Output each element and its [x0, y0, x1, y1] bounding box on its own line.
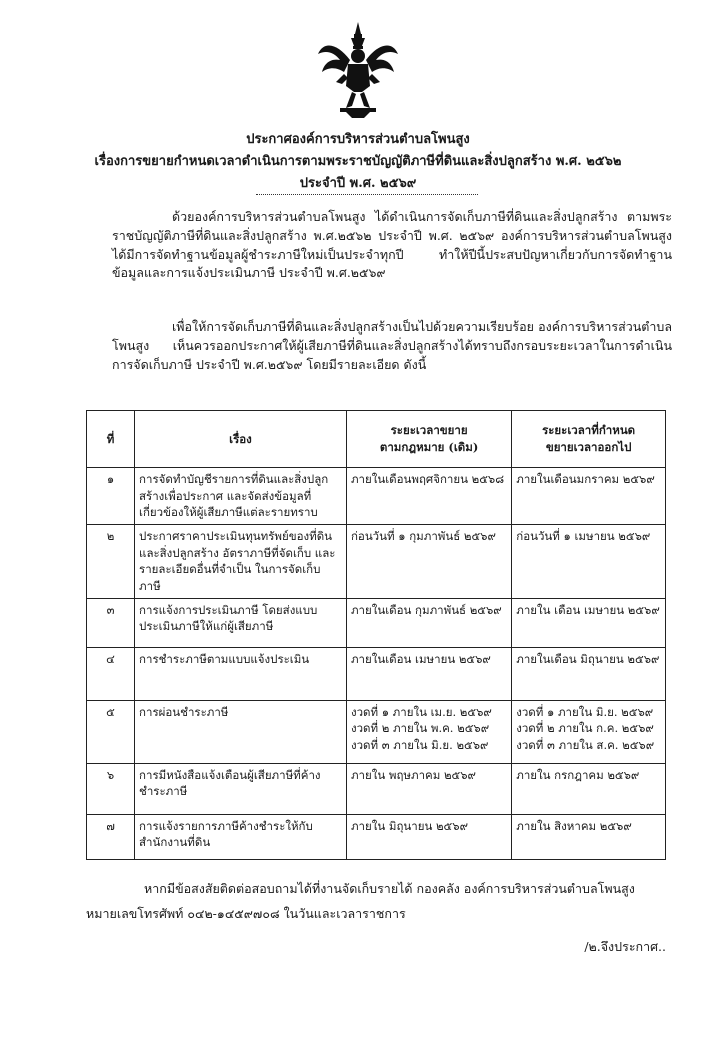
row-new-period: ภายใน เดือน เมษายน ๒๕๖๙ — [512, 598, 666, 647]
row-subject: การจัดทำบัญชีรายการที่ดินและสิ่งปลูกสร้างเพื่อประกาศ และจัดส่งข้อมูลที่เกี่ยวข้องให้ผู้เสียภาษีแต่ละรายทราบ — [135, 468, 347, 525]
table-row — [87, 700, 666, 763]
table-header-row — [87, 411, 666, 468]
row-number: ๑ — [87, 468, 135, 525]
row-old-period: ภายใน พฤษภาคม ๒๕๖๙ — [346, 763, 511, 814]
header-subject: เรื่อง — [135, 411, 347, 468]
table-row — [87, 468, 666, 525]
garuda-emblem-icon — [316, 20, 400, 120]
announcement-year: ประจำปี พ.ศ. ๒๕๖๙ — [299, 176, 417, 191]
row-subject: การแจ้งการประเมินภาษี โดยส่งแบบประเมินภาษีให้แก่ผู้เสียภาษี — [135, 598, 347, 647]
installment-2-new: งวดที่ ๒ ภายใน ก.ค. ๒๕๖๙ — [516, 721, 654, 736]
table-row — [87, 525, 666, 599]
header-new-period: ระยะเวลาที่กำหนด ขยายเวลาออกไป — [512, 411, 666, 468]
table-row — [87, 647, 666, 700]
row-number: ๗ — [87, 814, 135, 859]
row-new-period — [512, 700, 666, 763]
header-old-period: ระยะเวลาขยาย ตามกฎหมาย (เดิม) — [346, 411, 511, 468]
row-new-period: ก่อนวันที่ ๑ เมษายน ๒๕๖๙ — [512, 525, 666, 599]
row-new-period: ภายใน กรกฎาคม ๒๕๖๙ — [512, 763, 666, 814]
paragraph-intro: ด้วยองค์การบริหารส่วนตำบลโพนสูง ได้ดำเนินการจัดเก็บภาษีที่ดินและสิ่งปลูกสร้าง ตามพระราชบัญญัติภาษีที่ดินและสิ่งปลูกสร้าง พ.ศ.๒๕๖๒ ประจำปี พ.ศ. ๒๕๖๙ องค์การบริหารส่วนตำบลโพนสูง ได้มีการจัดทำฐานข้อมูลผู้ชำระภาษีใหม่เป็นประจำทุกปี ทำให้ปีนี้ประสบปัญหาเกี่ยวกับการจัดทำฐานข้อมูลและการแจ้งประเมินภาษี ประจำปี พ.ศ.๒๕๖๙ — [112, 209, 672, 281]
row-new-period: ภายในเดือน มิถุนายน ๒๕๖๙ — [512, 647, 666, 700]
row-subject: การมีหนังสือแจ้งเตือนผู้เสียภาษีที่ค้างชำระภาษี — [135, 763, 347, 814]
table-row — [87, 763, 666, 814]
row-old-period: ภายในเดือนพฤศจิกายน ๒๕๖๘ — [346, 468, 511, 525]
installment-1-old: งวดที่ ๑ ภายใน เม.ย. ๒๕๖๙ — [350, 704, 492, 719]
row-number: ๕ — [87, 700, 135, 763]
installment-3-old: งวดที่ ๓ ภายใน มิ.ย. ๒๕๖๙ — [350, 738, 489, 753]
announcement-title: ประกาศองค์การบริหารส่วนตำบลโพนสูง — [246, 132, 470, 147]
row-subject: การผ่อนชำระภาษี — [135, 700, 347, 763]
row-number: ๒ — [87, 525, 135, 599]
phone-line: หมายเลขโทรศัพท์ ๐๔๒-๑๔๕๙๗๐๘ ในวันและเวลาราชการ — [86, 905, 406, 921]
row-subject: ประกาศราคาประเมินทุนทรัพย์ของที่ดินและสิ่งปลูกสร้าง อัตราภาษีที่จัดเก็บ และรายละเอียดอื่นที่จำเป็น ในการจัดเก็บภาษี — [135, 525, 347, 599]
schedule-table — [86, 410, 666, 860]
row-number: ๖ — [87, 763, 135, 814]
installment-1-new: งวดที่ ๑ ภายใน มิ.ย. ๒๕๖๙ — [516, 704, 654, 719]
dotted-divider — [256, 194, 478, 195]
contact-line: หากมีข้อสงสัยติดต่อสอบถามได้ที่งานจัดเก็บรายได้ กองคลัง องค์การบริหารส่วนตำบลโพนสูง — [144, 881, 635, 896]
row-number: ๔ — [87, 647, 135, 700]
table-row — [87, 598, 666, 647]
row-old-period — [346, 700, 511, 763]
row-subject: การแจ้งรายการภาษีค้างชำระให้กับสำนักงานที่ดิน — [135, 814, 347, 859]
row-old-period: ภายในเดือน เมษายน ๒๕๖๙ — [346, 647, 511, 700]
contact-paragraph — [86, 880, 672, 924]
row-old-period: ภายในเดือน กุมภาพันธ์ ๒๕๖๙ — [346, 598, 511, 647]
installment-2-old: งวดที่ ๒ ภายใน พ.ค. ๒๕๖๙ — [350, 721, 490, 736]
header-no: ที่ — [87, 411, 135, 468]
row-new-period: ภายใน สิงหาคม ๒๕๖๙ — [512, 814, 666, 859]
announcement-subject: เรื่องการขยายกำหนดเวลาดำเนินการตามพระราชบัญญัติภาษีที่ดินและสิ่งปลูกสร้าง พ.ศ. ๒๕๖๒ — [94, 154, 622, 169]
paragraph-purpose: เพื่อให้การจัดเก็บภาษีที่ดินและสิ่งปลูกสร้างเป็นไปด้วยความเรียบร้อย องค์การบริหารส่วนตำบลโพนสูง เห็นควรออกประกาศให้ผู้เสียภาษีที่ดินและสิ่งปลูกสร้างได้ทราบถึงกรอบระยะเวลาในการดำเนินการจัดเก็บภาษี ประจำปี พ.ศ.๒๕๖๙ โดยมีรายละเอียด ดังนี้ — [112, 319, 672, 372]
table-row — [87, 814, 666, 859]
installment-3-new: งวดที่ ๓ ภายใน ส.ค. ๒๕๖๙ — [516, 738, 655, 753]
row-old-period: ภายใน มิถุนายน ๒๕๖๙ — [346, 814, 511, 859]
row-subject: การชำระภาษีตามแบบแจ้งประเมิน — [135, 647, 347, 700]
row-new-period: ภายในเดือนมกราคม ๒๕๖๙ — [512, 468, 666, 525]
row-number: ๓ — [87, 598, 135, 647]
continuation-note: /๒.จึงประกาศ.. — [584, 939, 666, 954]
row-old-period: ก่อนวันที่ ๑ กุมภาพันธ์ ๒๕๖๙ — [346, 525, 511, 599]
